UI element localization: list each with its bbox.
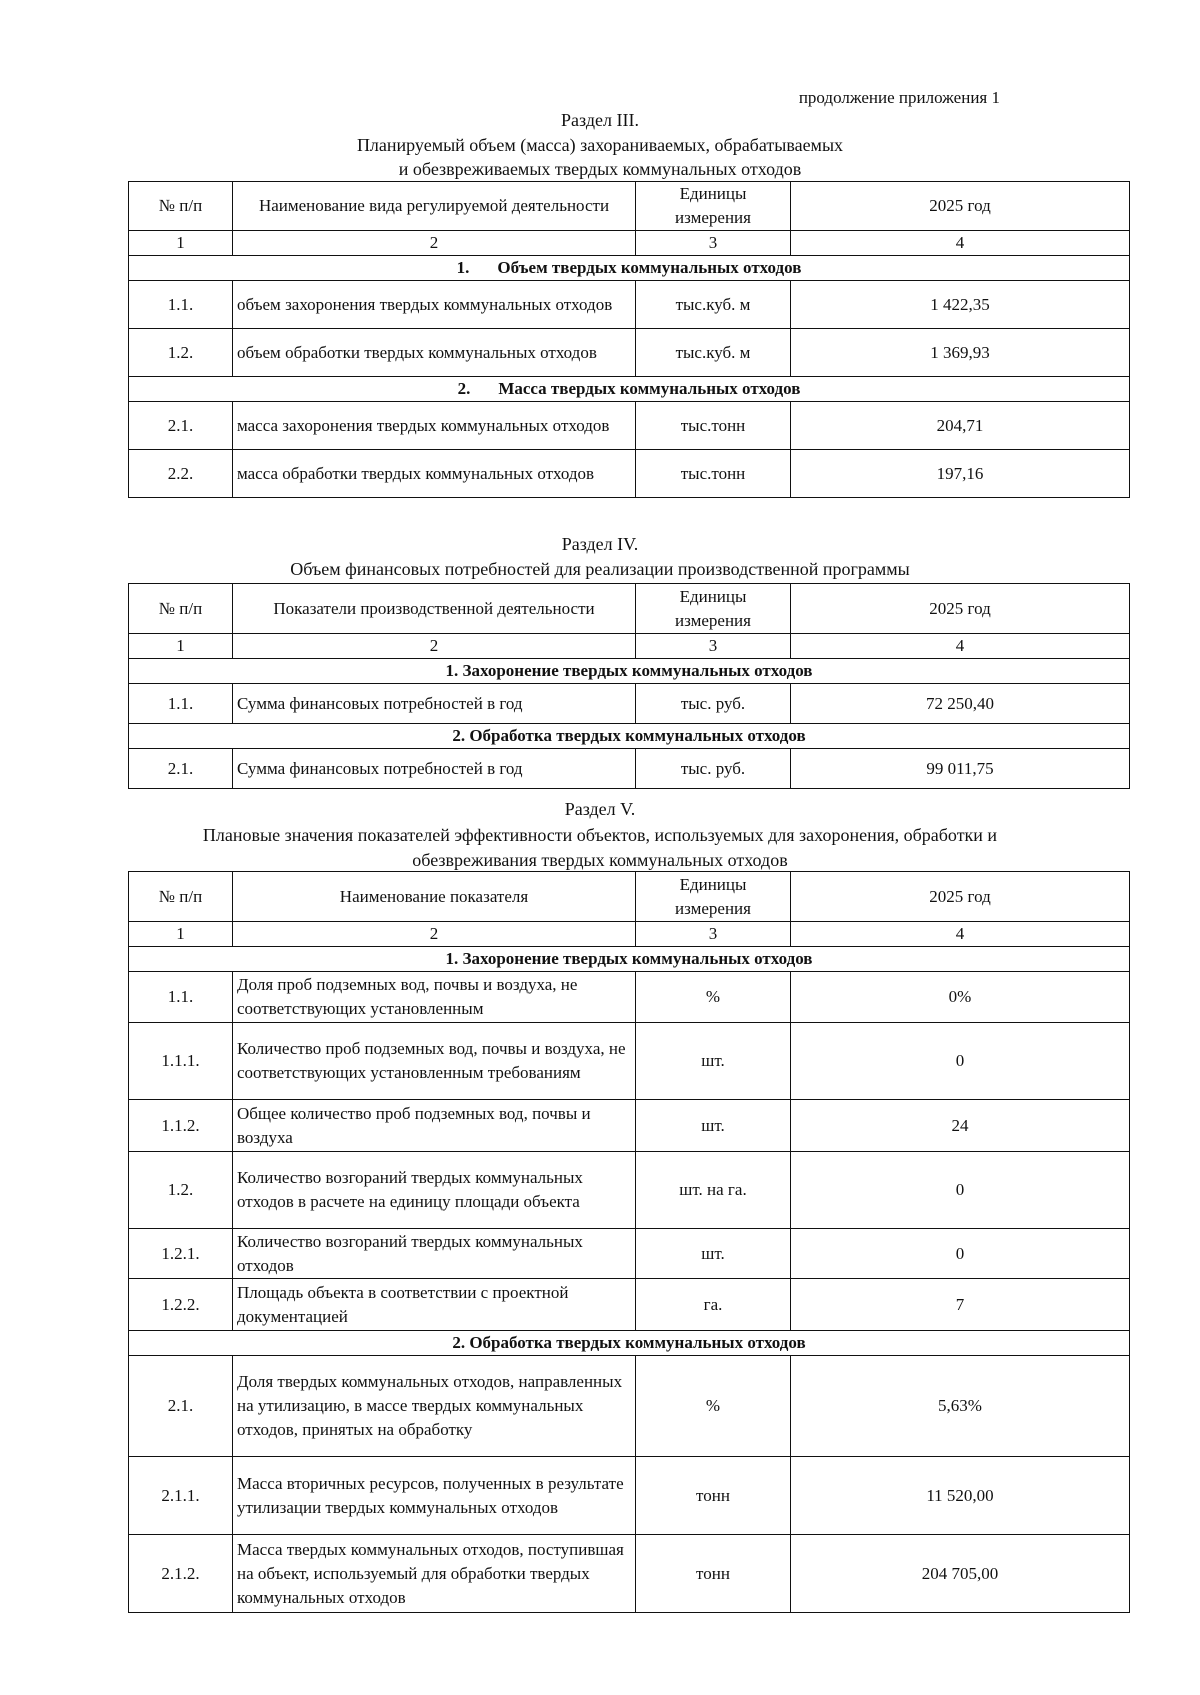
row-unit: тонн [636,1535,791,1613]
col-index: 1 [129,231,233,256]
group-title: 1. Захоронение твердых коммунальных отходов [129,659,1130,684]
col-index: 3 [636,922,791,947]
row-number: 2.1.2. [129,1535,233,1613]
group-row [129,377,1130,402]
table-header-row [129,182,1130,231]
table-row [129,972,1130,1023]
row-number: 1.1. [129,281,233,329]
group-label: Масса твердых коммунальных отходов [498,379,801,398]
col-header-year: 2025 год [791,872,1130,922]
row-unit: шт. [636,1229,791,1279]
row-name: объем обработки твердых коммунальных отходов [233,329,636,377]
group-number: 2. [457,379,471,398]
group-row [129,659,1130,684]
row-number: 2.2. [129,450,233,498]
section5-title-line1: Плановые значения показателей эффективности объектов, используемых для захоронения, обработки и [202,825,998,845]
col-index: 1 [129,922,233,947]
row-number: 1.2.1. [129,1229,233,1279]
row-name: Сумма финансовых потребностей в год [233,684,636,724]
row-unit: тонн [636,1457,791,1535]
group-row [129,724,1130,749]
row-name: Доля проб подземных вод, почвы и воздуха, не соответствующих установленным [233,972,636,1023]
row-unit: тыс. руб. [636,749,791,789]
column-index-row [129,634,1130,659]
group-title: 2. Обработка твердых коммунальных отходов [129,1331,1130,1356]
col-header-name: Показатели производственной деятельности [233,584,636,634]
col-header-year: 2025 год [791,182,1130,231]
row-unit: га. [636,1279,791,1331]
section5-title-line2: обезвреживания твердых коммунальных отходов [412,850,788,870]
row-value: 7 [791,1279,1130,1331]
section3-title-line1: Планируемый объем (масса) захораниваемых, обрабатываемых [356,135,844,155]
row-unit: тыс.куб. м [636,329,791,377]
row-value: 0 [791,1229,1130,1279]
row-unit: шт. на га. [636,1152,791,1229]
continuation-note: продолжение приложения 1 [798,88,1000,107]
table-row [129,684,1130,724]
section4-title: Объем финансовых потребностей для реализации производственной программы [290,559,910,579]
col-header-unit: Единицы измерения [636,182,791,231]
row-number: 2.1. [129,1356,233,1457]
row-value: 1 369,93 [791,329,1130,377]
row-number: 1.2.2. [129,1279,233,1331]
col-index: 3 [636,231,791,256]
group-title [129,256,1130,281]
group-title [129,377,1130,402]
row-number: 2.1.1. [129,1457,233,1535]
section3-table [128,181,1130,498]
table-row [129,1023,1130,1100]
group-title: 2. Обработка твердых коммунальных отходов [129,724,1130,749]
col-index: 2 [233,634,636,659]
row-unit: шт. [636,1100,791,1152]
table-row [129,1356,1130,1457]
table-row [129,1535,1130,1613]
col-header-num: № п/п [129,584,233,634]
row-value: 0 [791,1023,1130,1100]
col-header-name: Наименование вида регулируемой деятельности [233,182,636,231]
col-index: 2 [233,922,636,947]
col-index: 4 [791,634,1130,659]
table-header-row [129,584,1130,634]
col-header-name: Наименование показателя [233,872,636,922]
row-value: 0% [791,972,1130,1023]
row-name: Общее количество проб подземных вод, почвы и воздуха [233,1100,636,1152]
group-row [129,1331,1130,1356]
group-title: 1. Захоронение твердых коммунальных отходов [129,947,1130,972]
row-value: 11 520,00 [791,1457,1130,1535]
row-number: 2.1. [129,402,233,450]
row-number: 1.2. [129,1152,233,1229]
group-label: Объем твердых коммунальных отходов [497,258,802,277]
col-index: 2 [233,231,636,256]
col-header-unit: Единицы измерения [636,872,791,922]
row-value: 1 422,35 [791,281,1130,329]
table-row [129,749,1130,789]
row-name: Сумма финансовых потребностей в год [233,749,636,789]
row-name: Доля твердых коммунальных отходов, направленных на утилизацию, в массе твердых коммунальных отходов, принятых на обработку [233,1356,636,1457]
row-value: 99 011,75 [791,749,1130,789]
row-unit: % [636,1356,791,1457]
row-value: 72 250,40 [791,684,1130,724]
row-number: 1.1. [129,684,233,724]
table-row [129,1152,1130,1229]
group-number: 1. [456,258,470,277]
section5-table [128,871,1130,1613]
table-row [129,1457,1130,1535]
row-name: Масса твердых коммунальных отходов, поступившая на объект, используемый для обработки твердых коммунальных отходов [233,1535,636,1613]
row-value: 197,16 [791,450,1130,498]
table-row [129,1279,1130,1331]
group-row [129,947,1130,972]
row-value: 0 [791,1152,1130,1229]
row-name: Количество возгораний твердых коммунальных отходов [233,1229,636,1279]
table-row [129,1100,1130,1152]
row-unit: тыс.тонн [636,450,791,498]
row-unit: тыс.тонн [636,402,791,450]
table-header-row [129,872,1130,922]
table-row [129,1229,1130,1279]
section4-heading: Раздел IV. [561,534,639,554]
table-row [129,402,1130,450]
row-value: 204 705,00 [791,1535,1130,1613]
row-value: 5,63% [791,1356,1130,1457]
col-header-num: № п/п [129,872,233,922]
row-name: масса захоронения твердых коммунальных отходов [233,402,636,450]
row-unit: % [636,972,791,1023]
row-unit: тыс. руб. [636,684,791,724]
row-number: 1.1.2. [129,1100,233,1152]
row-value: 24 [791,1100,1130,1152]
table-row [129,329,1130,377]
row-name: масса обработки твердых коммунальных отходов [233,450,636,498]
section5-heading: Раздел V. [564,799,636,819]
table-row [129,281,1130,329]
row-name: Масса вторичных ресурсов, полученных в результате утилизации твердых коммунальных отходов [233,1457,636,1535]
section4-table [128,583,1130,789]
col-header-num: № п/п [129,182,233,231]
col-index: 4 [791,231,1130,256]
column-index-row [129,922,1130,947]
section3-title-line2: и обезвреживаемых твердых коммунальных отходов [398,159,802,179]
col-index: 3 [636,634,791,659]
row-name: Количество возгораний твердых коммунальных отходов в расчете на единицу площади объекта [233,1152,636,1229]
col-header-unit: Единицы измерения [636,584,791,634]
column-index-row [129,231,1130,256]
row-name: Количество проб подземных вод, почвы и воздуха, не соответствующих установленным требованиям [233,1023,636,1100]
row-name: Площадь объекта в соответствии с проектной документацией [233,1279,636,1331]
row-unit: шт. [636,1023,791,1100]
row-number: 2.1. [129,749,233,789]
col-index: 4 [791,922,1130,947]
group-row [129,256,1130,281]
row-value: 204,71 [791,402,1130,450]
col-header-year: 2025 год [791,584,1130,634]
row-number: 1.1. [129,972,233,1023]
section3-heading: Раздел III. [561,110,639,130]
row-name: объем захоронения твердых коммунальных отходов [233,281,636,329]
table-row [129,450,1130,498]
row-unit: тыс.куб. м [636,281,791,329]
row-number: 1.2. [129,329,233,377]
col-index: 1 [129,634,233,659]
row-number: 1.1.1. [129,1023,233,1100]
